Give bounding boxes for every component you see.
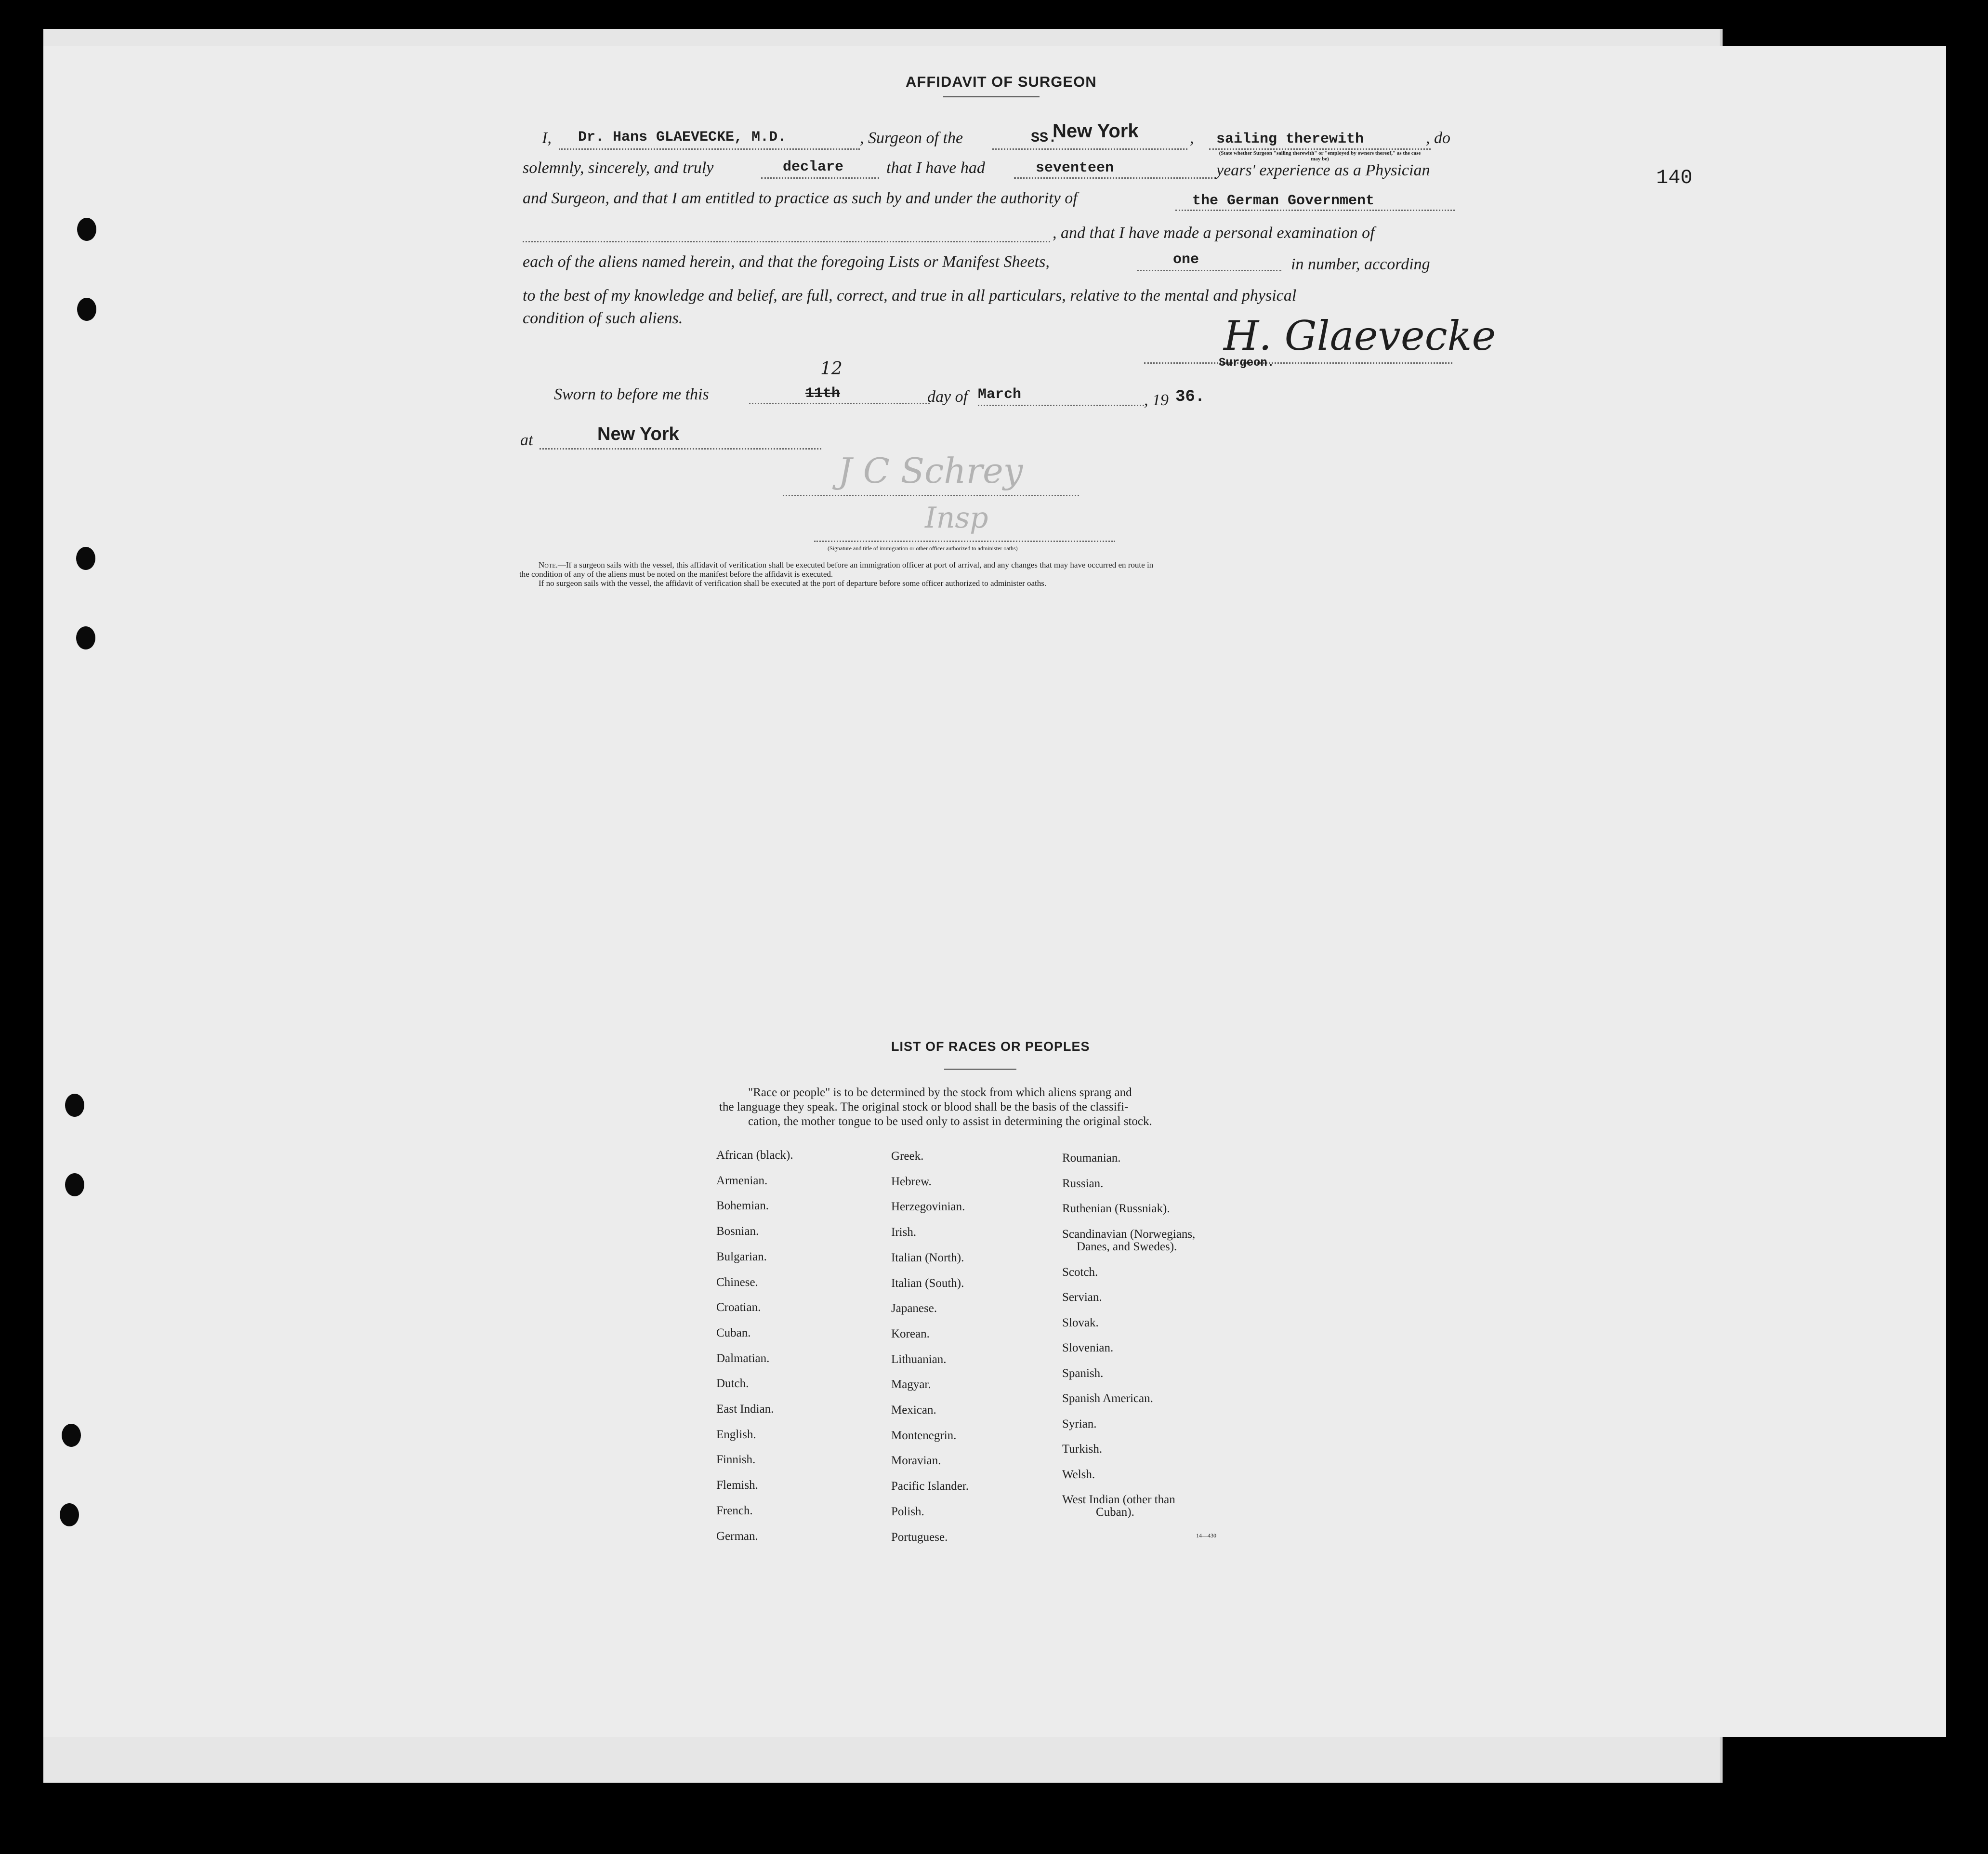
race-item: Portuguese.	[891, 1530, 948, 1544]
officer-title: Insp	[925, 501, 988, 535]
race-item: Italian (South).	[891, 1276, 964, 1290]
race-item: Hebrew.	[891, 1175, 932, 1188]
text-day-of: day of	[927, 388, 968, 406]
text-condition: condition of such aliens.	[523, 309, 683, 327]
races-intro	[719, 1086, 1232, 1129]
punch-hole	[62, 1424, 81, 1447]
race-list-column-3	[1062, 1146, 1195, 1519]
race-item: Spanish American.	[1062, 1392, 1153, 1405]
text-sworn: Sworn to before me this	[554, 385, 709, 403]
text-best-knowledge: to the best of my knowledge and belief, are full, correct, and true in all particulars, relative to the mental and physical	[523, 287, 1297, 305]
race-item: Irish.	[891, 1226, 917, 1239]
race-item: French.	[716, 1504, 753, 1517]
text-and-surgeon: and Surgeon, and that I am entitled to practice as such by and under the authority of	[523, 189, 1078, 207]
officer-signature: J C Schrey	[838, 450, 1023, 491]
surgeon-label: Surgeon.	[1219, 357, 1275, 370]
race-item: Flemish.	[716, 1479, 758, 1492]
race-item: German.	[716, 1529, 758, 1543]
note-line-2: the condition of any of the aliens must be noted on the manifest before the affidavit is executed.	[519, 569, 833, 579]
race-item: Lithuanian.	[891, 1352, 947, 1366]
race-item: Chinese.	[716, 1275, 758, 1289]
race-item: Herzegovinian.	[891, 1200, 965, 1214]
fill-line	[523, 241, 1050, 242]
sworn-place: New York	[597, 424, 679, 444]
note-line-1: —If a surgeon sails with the vessel, this affidavit of verification shall be executed before an immigration officer at port of arrival, and any changes that may have occurred en route in	[557, 560, 1154, 569]
race-item: West Indian (other than	[1062, 1493, 1175, 1506]
fill-line	[749, 403, 930, 404]
sworn-day: 11th	[805, 385, 841, 402]
surgeon-signature: H. Glaevecke	[1224, 312, 1496, 359]
race-item: Slovak.	[1062, 1316, 1099, 1329]
race-item: Italian (North).	[891, 1251, 964, 1264]
affidavit-title: AFFIDAVIT OF SURGEON	[906, 73, 1097, 90]
race-item: Dutch.	[716, 1377, 749, 1390]
fill-line	[1209, 148, 1431, 150]
surgeon-name: Dr. Hans GLAEVECKE, M.D.	[578, 129, 787, 146]
race-item: Korean.	[891, 1327, 930, 1340]
vessel-name: New York	[1053, 120, 1139, 142]
declare-word: declare	[783, 159, 844, 175]
fill-line	[1014, 177, 1216, 179]
race-item: Mexican.	[891, 1404, 936, 1417]
sworn-month: March	[978, 386, 1022, 403]
race-item: Scotch.	[1062, 1265, 1098, 1279]
text-years-experience: years' experience as a Physician	[1216, 161, 1430, 179]
note-line-3: If no surgeon sails with the vessel, the affidavit of verification shall be executed at the port of departure before some officer authorized to administer oaths.	[539, 579, 1047, 588]
race-list-column-1	[716, 1143, 793, 1549]
title-underline	[943, 96, 1040, 97]
race-item: Bohemian.	[716, 1199, 769, 1213]
race-item: Polish.	[891, 1505, 924, 1518]
punch-hole	[65, 1094, 84, 1117]
race-item: Slovenian.	[1062, 1341, 1114, 1354]
race-item: East Indian.	[716, 1403, 774, 1416]
race-item: Bulgarian.	[716, 1250, 767, 1263]
fill-line	[540, 448, 821, 450]
sworn-day-correction: 12	[820, 359, 843, 379]
race-item: Welsh.	[1062, 1468, 1095, 1481]
fill-line	[992, 148, 1187, 150]
race-item: Cuban.	[716, 1326, 751, 1339]
officer-title-line	[814, 541, 1115, 542]
text-that-i-have-had: that I have had	[886, 159, 985, 177]
race-item: Armenian.	[716, 1174, 768, 1187]
race-item: Cuban).	[1096, 1506, 1134, 1519]
race-item: Montenegrin.	[891, 1429, 957, 1442]
punch-hole	[77, 218, 96, 241]
race-item: Bosnian.	[716, 1225, 759, 1238]
text-in-number: in number, according	[1291, 255, 1430, 273]
punch-hole	[76, 626, 95, 649]
authority-value: the German Government	[1192, 193, 1375, 209]
race-item: Greek.	[891, 1150, 924, 1163]
punch-hole	[65, 1173, 84, 1196]
surgeon-capacity: sailing therewith	[1216, 131, 1364, 147]
race-item: Magyar.	[891, 1378, 931, 1391]
capacity-note: (State whether Surgeon "sailing therewith" or "employed by owners thereof," as the case may be)	[1219, 150, 1421, 162]
signature-line	[1144, 362, 1452, 364]
officer-caption: (Signature and title of immigration or other officer authorized to administer oaths)	[828, 545, 1018, 552]
race-item: Dalmatian.	[716, 1351, 770, 1365]
race-item: Danes, and Swedes).	[1077, 1240, 1177, 1253]
race-item: Scandinavian (Norwegians,	[1062, 1227, 1196, 1241]
race-list-column-2	[891, 1144, 969, 1550]
affidavit-note	[519, 560, 1454, 588]
race-item: Finnish.	[716, 1453, 756, 1467]
races-intro-line-3: cation, the mother tongue to be used only to assist in determining the original stock.	[748, 1115, 1152, 1128]
text-i: I,	[542, 129, 552, 147]
punch-hole	[77, 298, 96, 321]
text-surgeon-of: , Surgeon of the	[860, 129, 963, 147]
races-intro-line-1: "Race or people" is to be determined by the stock from which aliens sprang and	[748, 1086, 1132, 1099]
text-comma: ,	[1190, 129, 1194, 147]
text-at: at	[520, 431, 533, 449]
text-personal-exam: , and that I have made a personal examination of	[1053, 224, 1375, 242]
race-item: Japanese.	[891, 1302, 937, 1315]
race-item: Syrian.	[1062, 1417, 1097, 1430]
sworn-year: 36.	[1175, 388, 1205, 406]
sheets-count: one	[1173, 252, 1199, 268]
years-experience-value: seventeen	[1036, 160, 1114, 176]
race-item: Turkish.	[1062, 1443, 1103, 1456]
race-item: Russian.	[1062, 1177, 1104, 1190]
form-number: 14—430	[1196, 1532, 1216, 1539]
punch-hole	[60, 1503, 79, 1526]
race-item: English.	[716, 1428, 756, 1441]
officer-signature-line	[783, 495, 1079, 496]
fill-line	[978, 405, 1144, 406]
race-item: Pacific Islander.	[891, 1480, 969, 1493]
race-item: Roumanian.	[1062, 1152, 1121, 1165]
note-label: Note.	[539, 560, 558, 569]
fill-line	[1137, 270, 1281, 271]
text-year-prefix: , 19	[1144, 391, 1169, 409]
fill-line	[1175, 210, 1455, 211]
race-item: Ruthenian (Russniak).	[1062, 1202, 1170, 1215]
race-item: Moravian.	[891, 1454, 941, 1468]
text-each-of-aliens: each of the aliens named herein, and that the foregoing Lists or Manifest Sheets,	[523, 253, 1050, 271]
fill-line	[559, 148, 860, 150]
races-intro-line-2: the language they speak. The original stock or blood shall be the basis of the classifi-	[719, 1100, 1129, 1113]
fill-line	[761, 177, 879, 179]
race-item: Servian.	[1062, 1291, 1102, 1304]
vessel-prefix: SS.	[1031, 130, 1057, 146]
races-title: LIST OF RACES OR PEOPLES	[891, 1039, 1090, 1054]
punch-hole	[76, 547, 95, 570]
race-item: Spanish.	[1062, 1366, 1104, 1380]
page-number: 140	[1656, 166, 1693, 189]
race-item: African (black).	[716, 1149, 793, 1162]
text-solemnly: solemnly, sincerely, and truly	[523, 159, 714, 177]
text-comma-do: , do	[1426, 129, 1450, 147]
race-item: Croatian.	[716, 1301, 761, 1314]
races-title-underline	[944, 1069, 1016, 1070]
